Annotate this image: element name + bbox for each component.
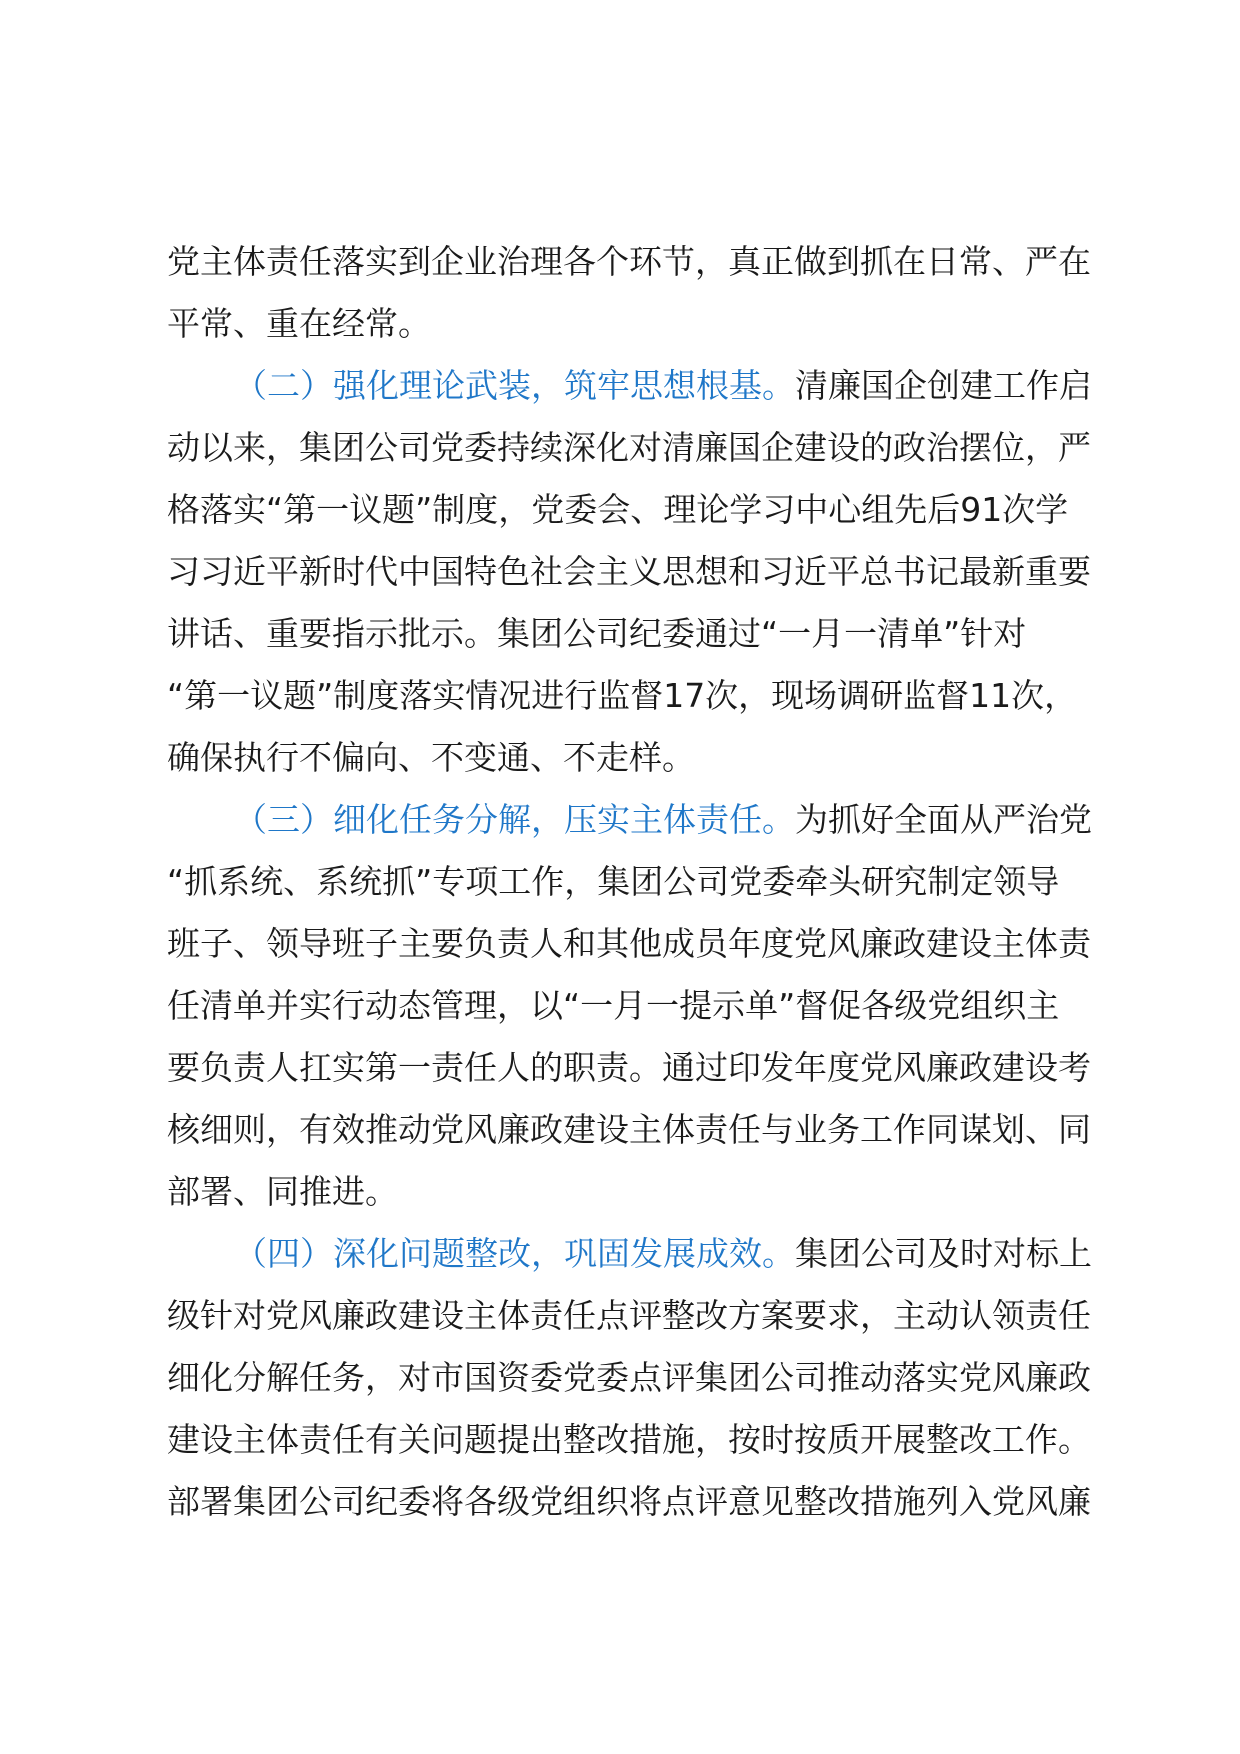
paragraph-4-line-5: 部署集团公司纪委将各级党组织将点评意见整改措施列入党风廉 xyxy=(167,1482,1091,1521)
paragraph-3-first-line xyxy=(167,789,1102,851)
paragraph-3-line-7: 部署、同推进。 xyxy=(167,1172,398,1211)
section-heading-4: （四）深化问题整改，巩固发展成效。 xyxy=(234,1234,795,1273)
section-heading-2: （二）强化理论武装，筑牢思想根基。 xyxy=(234,366,795,405)
section-heading-3: （三）细化任务分解，压实主体责任。 xyxy=(234,800,795,839)
paragraph-1-line-2: 平常、重在经常。 xyxy=(167,304,431,343)
paragraph-3-first-line-text: 为抓好全面从严治党 xyxy=(795,800,1092,839)
paragraph-4-line-4: 建设主体责任有关问题提出整改措施，按时按质开展整改工作。 xyxy=(167,1420,1091,1459)
paragraph-2-first-line xyxy=(167,355,1102,417)
paragraph-3-line-4: 任清单并实行动态管理，以“一月一提示单”督促各级党组织主 xyxy=(167,986,1060,1025)
paragraph-2-first-line-text: 清廉国企创建工作启 xyxy=(795,366,1092,405)
document-body xyxy=(167,231,1102,1533)
paragraph-4-first-line-text: 集团公司及时对标上 xyxy=(795,1234,1092,1273)
paragraph-2-line-6: “第一议题”制度落实情况进行监督17次，现场调研监督11次， xyxy=(167,676,1078,715)
paragraph-1-line-1: 党主体责任落实到企业治理各个环节，真正做到抓在日常、严在 xyxy=(167,242,1091,281)
paragraph-2-line-3: 格落实“第一议题”制度，党委会、理论学习中心组先后91次学 xyxy=(167,490,1069,529)
paragraph-4-first-line xyxy=(167,1223,1102,1285)
paragraph-4-line-3: 细化分解任务，对市国资委党委点评集团公司推动落实党风廉政 xyxy=(167,1358,1091,1397)
paragraph-2-line-2: 动以来，集团公司党委持续深化对清廉国企建设的政治摆位，严 xyxy=(167,428,1091,467)
paragraph-4-line-2: 级针对党风廉政建设主体责任点评整改方案要求，主动认领责任 xyxy=(167,1296,1091,1335)
paragraph-2-line-5: 讲话、重要指示批示。集团公司纪委通过“一月一清单”针对 xyxy=(167,614,1027,653)
paragraph-3-line-3: 班子、领导班子主要负责人和其他成员年度党风廉政建设主体责 xyxy=(167,924,1091,963)
paragraph-3-line-2: “抓系统、系统抓”专项工作，集团公司党委牵头研究制定领导 xyxy=(167,862,1060,901)
paragraph-2-line-4: 习习近平新时代中国特色社会主义思想和习近平总书记最新重要 xyxy=(167,552,1091,591)
paragraph-2-line-7: 确保执行不偏向、不变通、不走样。 xyxy=(167,738,695,777)
paragraph-3-line-5: 要负责人扛实第一责任人的职责。通过印发年度党风廉政建设考 xyxy=(167,1048,1091,1087)
paragraph-3-line-6: 核细则，有效推动党风廉政建设主体责任与业务工作同谋划、同 xyxy=(167,1110,1091,1149)
